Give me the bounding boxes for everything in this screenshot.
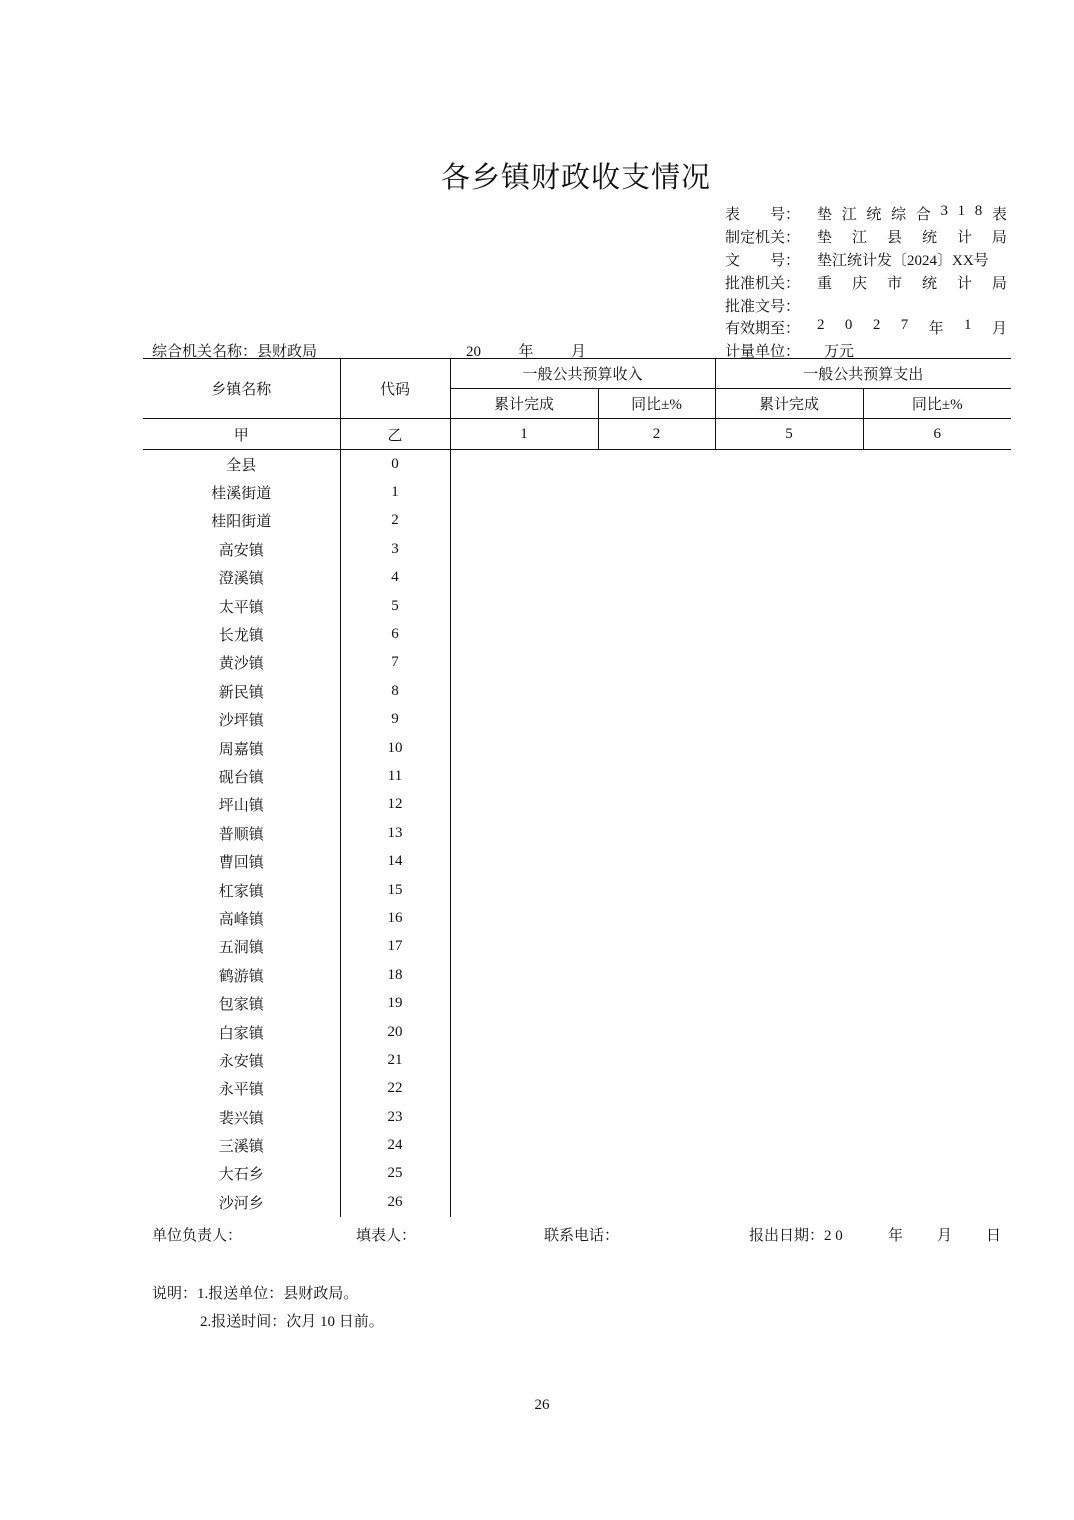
value-cell (715, 1018, 863, 1046)
town-name: 桂阳街道 (211, 514, 272, 531)
footer-phone: 联系电话： (544, 1228, 620, 1244)
value-cell (598, 507, 715, 535)
meta-row (725, 249, 1007, 271)
table-row (143, 507, 1011, 535)
table-row (143, 876, 1011, 904)
finance-table (143, 358, 1011, 1217)
unit-label: 计量单位： (725, 344, 801, 360)
value-cell (598, 450, 715, 479)
footer-filler: 填表人： (356, 1228, 417, 1244)
value-cell (863, 1160, 1011, 1188)
town-code: 6 (340, 620, 450, 648)
value-cell (863, 564, 1011, 592)
value-cell (715, 1103, 863, 1131)
value-cell (715, 1188, 863, 1216)
town-name: 太平镇 (218, 599, 264, 616)
value-cell (715, 649, 863, 677)
value-cell (863, 1018, 1011, 1046)
town-name: 三溪镇 (218, 1139, 264, 1156)
value-cell (450, 734, 598, 762)
value-cell (450, 1018, 598, 1046)
town-name: 永平镇 (218, 1082, 264, 1099)
value-cell (863, 706, 1011, 734)
town-name: 澄溪镇 (218, 571, 264, 588)
table-row (143, 478, 1011, 506)
value-cell (715, 734, 863, 762)
town-code: 19 (340, 989, 450, 1017)
table-row (143, 961, 1011, 989)
table-row (143, 762, 1011, 790)
header-income-yoy: 同比±% (598, 389, 715, 419)
value-cell (450, 961, 598, 989)
value-cell (450, 791, 598, 819)
meta-label: 批准文号： (725, 299, 801, 315)
value-cell (715, 592, 863, 620)
value-cell (598, 1131, 715, 1159)
table-row (143, 1131, 1011, 1159)
meta-row (725, 317, 1007, 339)
town-code: 10 (340, 734, 450, 762)
town-name: 永安镇 (218, 1053, 264, 1070)
meta-value: 重 庆 市 统 计 局 (817, 276, 1007, 292)
value-cell (715, 1131, 863, 1159)
town-name: 高峰镇 (218, 911, 264, 928)
town-name: 鹤游镇 (218, 968, 264, 985)
value-cell (863, 989, 1011, 1017)
table-body (143, 450, 1011, 1217)
value-cell (450, 1131, 598, 1159)
town-code: 14 (340, 847, 450, 875)
header-income-cum: 累计完成 (450, 389, 598, 419)
table-row (143, 847, 1011, 875)
table-row (143, 734, 1011, 762)
value-cell (715, 677, 863, 705)
value-cell (715, 450, 863, 479)
value-cell (598, 961, 715, 989)
table-row (143, 904, 1011, 932)
footer-day: 日 (986, 1228, 1002, 1244)
town-name: 包家镇 (218, 997, 264, 1014)
value-cell (598, 649, 715, 677)
value-cell (450, 450, 598, 479)
town-code: 9 (340, 706, 450, 734)
meta-label: 制定机关： (725, 230, 801, 246)
value-cell (450, 1188, 598, 1216)
header-expense-cum: 累计完成 (715, 389, 863, 419)
period-month: 月 (571, 344, 587, 360)
footer-year: 年 (888, 1228, 904, 1244)
value-cell (598, 1160, 715, 1188)
value-cell (450, 1103, 598, 1131)
value-cell (598, 564, 715, 592)
town-code: 12 (340, 791, 450, 819)
unit-value: 万元 (824, 344, 855, 360)
town-code: 0 (340, 450, 450, 479)
value-cell (450, 762, 598, 790)
value-cell (863, 762, 1011, 790)
value-cell (715, 1046, 863, 1074)
value-cell (598, 592, 715, 620)
value-cell (598, 1188, 715, 1216)
table-row (143, 791, 1011, 819)
town-code: 24 (340, 1131, 450, 1159)
page-number: 26 (534, 1397, 550, 1413)
value-cell (863, 478, 1011, 506)
table-row (143, 1075, 1011, 1103)
town-name: 杠家镇 (218, 883, 264, 900)
town-name: 沙坪镇 (218, 713, 264, 730)
value-cell (715, 791, 863, 819)
value-cell (450, 649, 598, 677)
table-row (143, 450, 1011, 479)
value-cell (863, 507, 1011, 535)
table-row (143, 592, 1011, 620)
town-name: 普顺镇 (218, 826, 264, 843)
meta-label: 批准机关： (725, 276, 801, 292)
meta-value: 垫 江 统 综 合 3 1 8 表 (817, 203, 1007, 223)
header-code: 代码 (340, 359, 450, 419)
value-cell (450, 1160, 598, 1188)
town-name: 桂溪街道 (211, 486, 272, 503)
table-row (143, 819, 1011, 847)
value-cell (598, 819, 715, 847)
column-code: 6 (863, 419, 1011, 450)
value-cell (715, 762, 863, 790)
table-row (143, 620, 1011, 648)
value-cell (715, 989, 863, 1017)
value-cell (863, 847, 1011, 875)
value-cell (863, 819, 1011, 847)
value-cell (598, 535, 715, 563)
table-row (143, 535, 1011, 563)
town-code: 11 (340, 762, 450, 790)
value-cell (863, 1131, 1011, 1159)
meta-label: 文 号： (725, 253, 801, 269)
value-cell (450, 1075, 598, 1103)
town-code: 4 (340, 564, 450, 592)
value-cell (598, 933, 715, 961)
value-cell (863, 734, 1011, 762)
table-row (143, 706, 1011, 734)
period-year: 年 (518, 344, 534, 360)
value-cell (450, 989, 598, 1017)
table-row (143, 933, 1011, 961)
header-town-name: 乡镇名称 (143, 359, 340, 419)
value-cell (715, 933, 863, 961)
meta-value: 2 0 2 7 年 1 月 (817, 317, 1007, 337)
table-row (143, 1103, 1011, 1131)
value-cell (863, 1188, 1011, 1216)
value-cell (598, 989, 715, 1017)
value-cell (598, 1103, 715, 1131)
table-row (143, 1046, 1011, 1074)
value-cell (863, 1075, 1011, 1103)
town-code: 3 (340, 535, 450, 563)
value-cell (450, 904, 598, 932)
value-cell (863, 649, 1011, 677)
meta-label: 有效期至： (725, 321, 801, 337)
town-code: 15 (340, 876, 450, 904)
value-cell (715, 564, 863, 592)
table-row (143, 989, 1011, 1017)
value-cell (450, 933, 598, 961)
value-cell (598, 1046, 715, 1074)
header-expense-yoy: 同比±% (863, 389, 1011, 419)
period-prefix: 20 (466, 344, 481, 360)
value-cell (598, 620, 715, 648)
value-cell (598, 791, 715, 819)
footer-report-date: 报出日期：2 0 (749, 1228, 843, 1244)
meta-row (725, 272, 1007, 294)
value-cell (450, 564, 598, 592)
town-code: 21 (340, 1046, 450, 1074)
note-line-2: 2.报送时间：次月 10 日前。 (200, 1314, 384, 1330)
value-cell (863, 1103, 1011, 1131)
value-cell (598, 1018, 715, 1046)
value-cell (598, 904, 715, 932)
value-cell (450, 819, 598, 847)
value-cell (863, 791, 1011, 819)
town-name: 周嘉镇 (218, 741, 264, 758)
value-cell (863, 961, 1011, 989)
value-cell (450, 677, 598, 705)
table-row (143, 649, 1011, 677)
town-code: 25 (340, 1160, 450, 1188)
value-cell (450, 478, 598, 506)
town-code: 2 (340, 507, 450, 535)
town-code: 16 (340, 904, 450, 932)
value-cell (598, 1075, 715, 1103)
table-row (143, 677, 1011, 705)
header-expense-group: 一般公共预算支出 (715, 359, 1011, 389)
value-cell (598, 677, 715, 705)
town-name: 坪山镇 (218, 798, 264, 815)
value-cell (715, 706, 863, 734)
value-cell (863, 876, 1011, 904)
value-cell (715, 1160, 863, 1188)
town-code: 1 (340, 478, 450, 506)
value-cell (863, 1046, 1011, 1074)
page-title: 各乡镇财政收支情况 (440, 160, 711, 194)
value-cell (598, 847, 715, 875)
table-row (143, 1160, 1011, 1188)
town-code: 26 (340, 1188, 450, 1216)
value-cell (863, 677, 1011, 705)
note-line-1: 说明：1.报送单位：县财政局。 (152, 1286, 359, 1302)
town-name: 黄沙镇 (218, 656, 264, 673)
town-name: 曹回镇 (218, 855, 264, 872)
value-cell (598, 762, 715, 790)
org-name: 综合机关名称：县财政局 (152, 344, 318, 360)
town-name: 五洞镇 (218, 940, 264, 957)
value-cell (450, 535, 598, 563)
table-row (143, 1188, 1011, 1216)
meta-value (817, 295, 1007, 317)
town-code: 22 (340, 1075, 450, 1103)
value-cell (450, 706, 598, 734)
value-cell (715, 904, 863, 932)
town-name: 长龙镇 (218, 628, 264, 645)
value-cell (450, 620, 598, 648)
town-name: 高安镇 (218, 542, 264, 559)
town-name: 白家镇 (218, 1025, 264, 1042)
footer-month: 月 (937, 1228, 953, 1244)
meta-label: 表 号： (725, 207, 801, 223)
town-code: 17 (340, 933, 450, 961)
town-code: 18 (340, 961, 450, 989)
value-cell (863, 450, 1011, 479)
town-code: 23 (340, 1103, 450, 1131)
value-cell (450, 876, 598, 904)
town-code: 7 (340, 649, 450, 677)
town-code: 8 (340, 677, 450, 705)
value-cell (598, 706, 715, 734)
meta-value: 垫 江 县 统 计 局 (817, 230, 1007, 246)
value-cell (863, 904, 1011, 932)
value-cell (715, 847, 863, 875)
column-code: 2 (598, 419, 715, 450)
table-row (143, 564, 1011, 592)
value-cell (598, 478, 715, 506)
value-cell (450, 1046, 598, 1074)
value-cell (450, 847, 598, 875)
value-cell (715, 876, 863, 904)
table-row (143, 1018, 1011, 1046)
town-name: 大石乡 (218, 1167, 264, 1184)
value-cell (598, 734, 715, 762)
column-code-row (143, 419, 1011, 450)
town-name: 裴兴镇 (218, 1110, 264, 1127)
value-cell (715, 819, 863, 847)
value-cell (715, 620, 863, 648)
meta-value: 垫江统计发〔2024〕XX号 (817, 253, 989, 269)
town-name: 新民镇 (218, 684, 264, 701)
value-cell (715, 507, 863, 535)
value-cell (715, 478, 863, 506)
column-code: 5 (715, 419, 863, 450)
value-cell (715, 961, 863, 989)
value-cell (715, 1075, 863, 1103)
footer-responsible: 单位负责人： (152, 1228, 243, 1244)
value-cell (450, 507, 598, 535)
column-code: 1 (450, 419, 598, 450)
town-name: 沙河乡 (218, 1195, 264, 1212)
value-cell (863, 933, 1011, 961)
town-code: 13 (340, 819, 450, 847)
value-cell (863, 535, 1011, 563)
town-code: 5 (340, 592, 450, 620)
column-code: 乙 (340, 419, 450, 450)
town-name: 全县 (226, 457, 257, 474)
value-cell (450, 592, 598, 620)
town-name: 砚台镇 (218, 769, 264, 786)
column-code: 甲 (143, 419, 340, 450)
value-cell (863, 620, 1011, 648)
meta-row (725, 226, 1007, 248)
value-cell (598, 876, 715, 904)
meta-row (725, 203, 1007, 225)
value-cell (715, 535, 863, 563)
header-income-group: 一般公共预算收入 (450, 359, 715, 389)
town-code: 20 (340, 1018, 450, 1046)
value-cell (863, 592, 1011, 620)
meta-row (725, 295, 1007, 317)
